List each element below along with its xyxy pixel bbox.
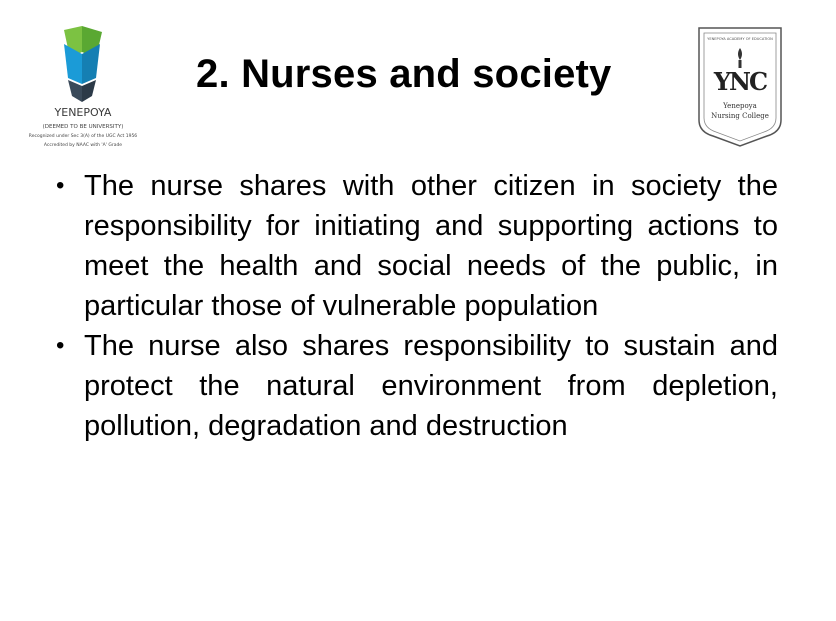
logo-left-name: YENEPOYA (54, 106, 112, 119)
bullet-point-icon: • (56, 332, 65, 359)
bullet-item (52, 166, 778, 326)
bullet-text: The nurse shares with other citizen in society the responsibility for initiating and supporting actions to meet the health and social needs of the public, in particular those of vulnerable population (84, 170, 778, 322)
slide-title: 2. Nurses and society (196, 52, 612, 96)
yenepoya-university-logo (24, 24, 142, 154)
logo-right-top-text: YENEPOYA ACADEMY OF EDUCATION (707, 37, 773, 41)
logo-left-line2: Recognized under Sec 3(A) of the UGC Act 1956 (28, 134, 138, 139)
bullet-point-icon: • (56, 172, 65, 199)
logo-left-line1: (DEEMED TO BE UNIVERSITY) (42, 124, 124, 130)
logo-right-caption-1: Yenepoya (723, 102, 757, 110)
logo-right-monogram: YNC (713, 67, 767, 96)
bullet-text: The nurse also shares responsibility to sustain and protect the natural environment from depletion, pollution, degradation and destruction (84, 330, 778, 442)
logo-right-caption-2: Nursing College (711, 112, 769, 120)
bullet-list (52, 166, 778, 446)
yenepoya-nursing-college-logo (695, 24, 785, 150)
bullet-item (52, 326, 778, 446)
logo-left-line3: Accredited by NAAC with 'A' Grade (43, 143, 123, 148)
